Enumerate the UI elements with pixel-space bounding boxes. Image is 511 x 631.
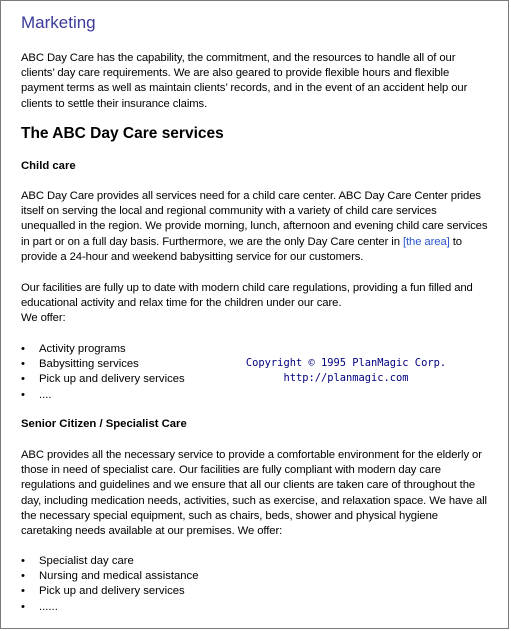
list-item: • Nursing and medical assistance: [21, 569, 281, 584]
copyright-url[interactable]: http://planmagic.com: [283, 372, 409, 384]
facilities-paragraph: [21, 281, 491, 327]
child-care-paragraph: [21, 189, 491, 265]
the-area-link[interactable]: [the area]: [402, 235, 450, 248]
list-item: • Pick up and delivery services: [21, 584, 281, 599]
we-offer-label: We offer:: [21, 312, 66, 325]
list-item: • ....: [21, 388, 241, 403]
senior-care-heading: Senior Citizen / Specialist Care: [21, 418, 187, 430]
child-care-heading: Child care: [21, 160, 76, 172]
list-item: • Babysitting services: [21, 357, 241, 372]
child-care-text-end: to provide a 24-hour and weekend babysitting service for our customers.: [21, 235, 462, 263]
child-care-text-start: ABC Day Care provides all services need for a child care center. ABC Day Care Center prides itself on serving the local and regional community with a variety of child care services unequalled in the region. We provide morning, lunch, afternoon and evening child care services in part or on a full day basis. Furthermore, we are the only Day Care center in: [21, 190, 488, 248]
copyright-notice: [233, 356, 459, 386]
senior-care-offer-list: [21, 554, 281, 615]
child-care-offer-list: [21, 342, 241, 403]
services-heading: The ABC Day Care services: [21, 125, 224, 142]
page-title: Marketing: [21, 13, 96, 32]
list-item: • Activity programs: [21, 342, 241, 357]
intro-paragraph: ABC Day Care has the capability, the commitment, and the resources to handle all of our clients’ day care requirements. We are also geared to provide flexible hours and flexible payment terms as well as maintain clients’ records, and in the event of an accident help our clients to settle their insurance claims.: [21, 52, 468, 110]
facilities-text: Our facilities are fully up to date with modern child care regulations, providing a fun filled and educational activity and relax time for the children under our care.: [21, 282, 473, 310]
list-item: • Specialist day care: [21, 554, 281, 569]
copyright-line: Copyright © 1995 PlanMagic Corp.: [245, 357, 447, 369]
senior-care-paragraph: ABC provides all the necessary service to provide a comfortable environment for the elderly or those in need of specialist care. Our facilities are fully compliant with modern day care regulations and guidelines and we ensure that all our clients are taken care of throughout the day, including medication needs, activities, such as exercise, and relaxation space. We have all the necessary special equipment, such as chairs, beds, shower and physical hygiene caretaking needs available at our premises. We offer:: [21, 449, 487, 538]
list-item: • Pick up and delivery services: [21, 372, 241, 387]
list-item: • ......: [21, 600, 281, 615]
